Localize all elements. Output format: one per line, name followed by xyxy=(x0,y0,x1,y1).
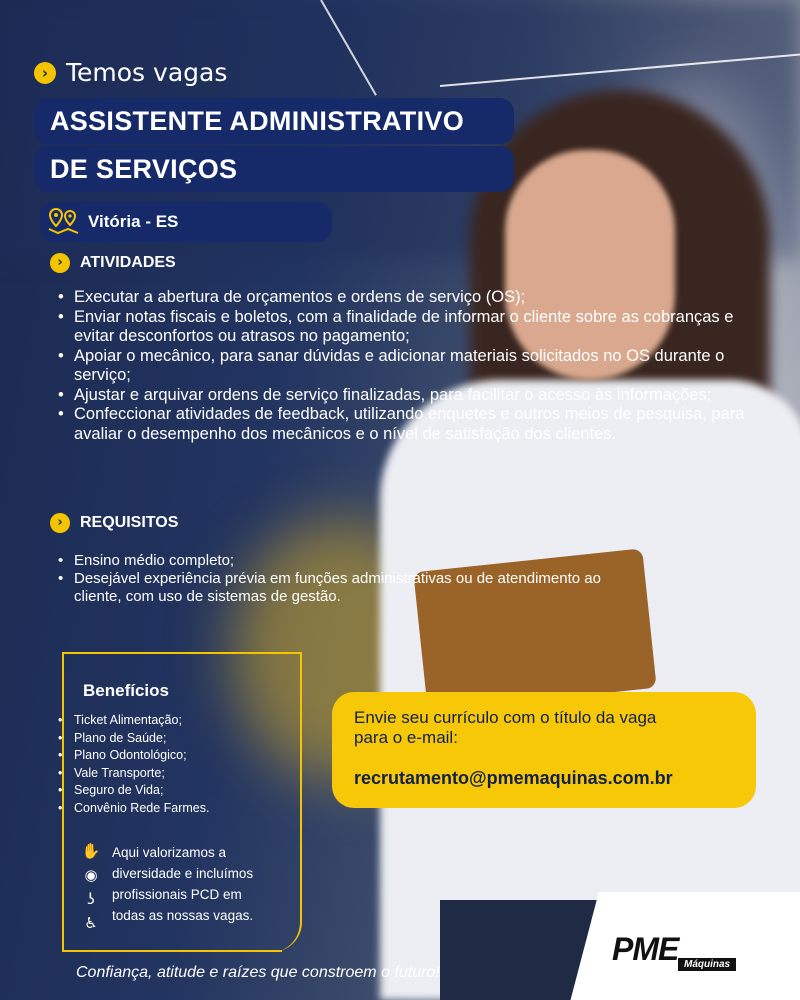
sign-language-icon: ✋ xyxy=(81,842,101,860)
list-item: • Plano de Saúde; xyxy=(56,730,276,748)
chevron-right-icon: › xyxy=(50,513,70,533)
list-item: • Convênio Rede Farmes. xyxy=(56,800,276,818)
job-title-line-2: DE SERVIÇOS xyxy=(34,146,514,192)
intro-text: Temos vagas xyxy=(66,58,228,87)
pcd-line: Aqui valorizamos a xyxy=(112,845,227,860)
pcd-inclusion-note xyxy=(80,842,290,932)
requisitos-list xyxy=(56,552,616,606)
beneficios-list xyxy=(56,712,276,817)
list-item: • Ticket Alimentação; xyxy=(56,712,276,730)
pcd-line: profissionais PCD em xyxy=(112,887,242,902)
footer-slogan: Confiança, atitude e raízes que constroem o futuro! xyxy=(76,964,440,981)
location-bar xyxy=(40,202,332,242)
pcd-line: todas as nossas vagas. xyxy=(112,908,254,923)
wheelchair-icon: ♿ xyxy=(84,914,98,932)
list-item: • Ensino médio completo; xyxy=(56,552,616,570)
list-item: • Enviar notas fiscais e boletos, com a finalidade de informar o cliente sobre as cobranças e evitar desconfortos ou atrasos no pagamento; xyxy=(56,308,776,347)
atividades-heading: › ATIVIDADES xyxy=(50,253,176,273)
beneficios-heading: Benefícios xyxy=(83,681,169,700)
intro-line xyxy=(34,58,227,87)
list-item: • Plano Odontológico; xyxy=(56,747,276,765)
location-text: Vitória - ES xyxy=(88,212,179,231)
email-link[interactable]: recrutamento@pmemaquinas.com.br xyxy=(354,768,673,788)
list-item: • Ajustar e arquivar ordens de serviço finalizadas, para facilitar o acesso às informações; xyxy=(56,386,776,406)
requisitos-heading: › REQUISITOS xyxy=(50,513,178,533)
list-item: • Desejável experiência prévia em funções administrativas ou de atendimento ao cliente, com uso de sistemas de gestão. xyxy=(56,570,616,606)
list-item: • Vale Transporte; xyxy=(56,765,276,783)
apply-callout xyxy=(332,692,756,808)
eye-icon: ◉ xyxy=(84,866,98,884)
list-item: • Apoiar o mecânico, para sanar dúvidas e adicionar materiais solicitados no OS durante o serviço; xyxy=(56,347,776,386)
pcd-line: diversidade e incluímos xyxy=(112,866,254,881)
hearing-icon: ʖ xyxy=(87,890,95,908)
chevron-right-icon: › xyxy=(34,62,56,84)
apply-instruction: Envie seu currículo com o título da vaga para o e-mail: xyxy=(354,708,657,747)
map-pin-icon xyxy=(46,207,82,237)
list-item: • Seguro de Vida; xyxy=(56,782,276,800)
list-item: • Executar a abertura de orçamentos e ordens de serviço (OS); xyxy=(56,288,776,308)
job-title-line-1: ASSISTENTE ADMINISTRATIVO xyxy=(34,98,514,144)
atividades-list xyxy=(56,288,776,444)
list-item: • Confeccionar atividades de feedback, utilizando enquetes e outros meios de pesquisa, para avaliar o desempenho dos mecânicos e o nível de satisfação dos clientes. xyxy=(56,405,776,444)
company-logo: PME Máquinas xyxy=(612,934,678,964)
beneficios-frame-bottom xyxy=(62,950,282,952)
chevron-right-icon: › xyxy=(50,253,70,273)
logo-panel xyxy=(570,892,800,1000)
